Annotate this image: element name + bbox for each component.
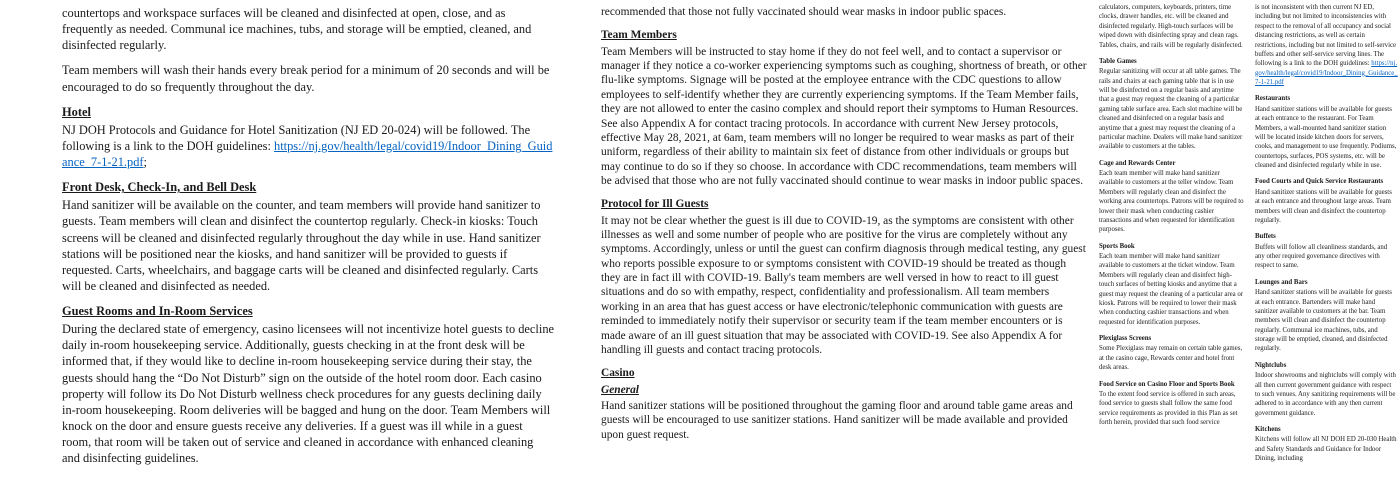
- ill-guests-paragraph: It may not be clear whether the guest is ill due to COVID-19, as the symptoms are consistent with other illnesses as well and some number of people who are positive for the virus are completely without any symptoms. Accordingly, unless or until the guest can confirm diagnosis through medical testing, any guest who reports possible exposure to or symptoms consistent with COVID-19 should be treated as though they are in fact ill with COVID-19. Bally's team members are well versed in how to react to ill guest situations and do so with empathy, respect, confidentiality and professionalism. All team members working in an area that has guest access or have electronic/telephonic communication with guests are reminded to immediately notify their supervisor or security team if the team member encounters or is made aware of an ill guest situation that may be associated with COVID-19. See also Appendix A for handling ill guests and contact tracing protocols.: [601, 214, 1086, 356]
- fine1-continuation-paragraph: calculators, computers, keyboards, printers, time clocks, drawer handles, etc. will be cleaned and disinfected regularly. High-touch surfaces will be wiped down with disinfecting spray and clean rags. Tables, chairs, and rails will be regularly disinfected.: [1099, 4, 1243, 49]
- lounges-bars-paragraph: Hand sanitizer stations will be available for guests at each entrance. Bartenders will make hand sanitizer available to customers at the bar. Team members will clean and disinfect the countertop regularly. Communal ice machines, tubs, and storage will be emptied, cleaned, and disinfected regularly.: [1255, 289, 1392, 353]
- buffets-paragraph: Buffets will follow all cleanliness standards, and any other required governance directives with respect to same.: [1255, 243, 1388, 270]
- guest-rooms-heading: Guest Rooms and In-Room Services: [62, 304, 253, 318]
- food-courts-paragraph: Hand sanitizer stations will be available for guests at each entrance and throughout large areas. Team members will clean and disinfect the countertop regularly.: [1255, 188, 1392, 224]
- indoor-dining-guidance-link[interactable]: https://nj.gov/health/legal/covid19/Indoor_Dining_Guidance_7-1-21.pdf: [1255, 60, 1398, 86]
- handwashing-paragraph: Team members will wash their hands every break period for a minimum of 20 seconds and will be encouraged to do so frequently throughout the day.: [62, 63, 550, 94]
- guest-rooms-paragraph: During the declared state of emergency, casino licensees will not incentivize hotel guests to decline daily in-room housekeeping service. Additionally, guests checking in at the front desk will be informed that, if they would like to decline in-room housekeeping service during their stay, the guests should hang the “Do Not Disturb” sign on the outside of the hotel room door. Each casino property will follow its Do Not Disturb wellness check procedures for any guests declining daily in-room housekeeping. Room deliveries will be bagged and hung on the door. Team Members will knock on the door and ensure guests receive any deliveries. If a guest was ill while in a guest room, that room will be taken out of service and cleaned in accordance with enhanced cleaning and disinfecting guidelines.: [62, 322, 555, 466]
- team-members-paragraph: Team Members will be instructed to stay home if they do not feel well, and to contact a supervisor or manager if they notice a co-worker experiencing symptoms such as coughing, shortness of breath, or other flu-like symptoms. Signage will be posted at the employee entrance with the CDC questions to allow employees to self-identify whether they are currently experiencing symptoms. If the Team Member fails, they are not allowed to enter the casino complex and should report their symptoms to Human Resources. See also Appendix A for contact tracing protocols. In accordance with current New Jersey protocols, effective May 28, 2021, at 6am, team members will no longer be required to wear masks as part of their uniform, regardless of their ability to maintain six feet of distance from other individuals or groups but may continue to do so if they so choose. In accordance with CDC recommendations, team members will be advised that those who are not fully vaccinated should continue to wear masks in indoor public spaces.: [601, 45, 1087, 187]
- cage-rewards-paragraph: Each team member will make hand sanitizer available to customers at the teller window. Team Members will regularly clean and disinfect the working area countertops. Patrons will be required to lower their mask when conducting cashier transactions and when requested for identification purposes.: [1099, 170, 1244, 234]
- casino-general-paragraph: Hand sanitizer stations will be positioned throughout the gaming floor and around table game areas and guests will be encouraged to use sanitizer stations. Hand sanitizer will be made available and provided upon guest request.: [601, 399, 1073, 441]
- food-service-heading: Food Service on Casino Floor and Sports Book: [1099, 380, 1235, 388]
- team-members-heading: Team Members: [601, 29, 677, 42]
- hotel-doh-guidelines-link[interactable]: https://nj.gov/health/legal/covid19/Indoor_Dining_Guidance_7-1-21.pdf: [62, 138, 553, 169]
- kitchens-paragraph: Kitchens will follow all NJ DOH ED 20-030 Health and Safety Standards and Guidance for Indoor Dining, including: [1255, 436, 1397, 463]
- middle-column: [601, 0, 1087, 451]
- buffets-heading: Buffets: [1255, 233, 1276, 241]
- restaurants-heading: Restaurants: [1255, 95, 1291, 103]
- food-service-paragraph: To the extent food service is offered in such areas, food service to guests shall follow the same food service requirements as provided in this Plan as set forth herein, provided that such food service: [1099, 390, 1238, 426]
- ill-guests-heading: Protocol for Ill Guests: [601, 198, 709, 211]
- plexiglass-heading: Plexiglass Screens: [1099, 335, 1152, 342]
- plexiglass-paragraph: Some Plexiglass may remain on certain table games, at the casino cage, Rewards center and hotel front desk areas.: [1099, 345, 1243, 372]
- fine-print-column-2: [1255, 0, 1398, 471]
- kitchens-heading: Kitchens: [1255, 426, 1281, 433]
- food-courts-heading: Food Courts and Quick Service Restaurants: [1255, 178, 1384, 186]
- fine-print-column-1: [1099, 0, 1244, 434]
- front-desk-heading: Front Desk, Check-In, and Bell Desk: [62, 180, 257, 195]
- casino-general-subheading: General: [601, 383, 639, 396]
- hotel-heading: Hotel: [62, 104, 91, 119]
- restaurants-paragraph: Hand sanitizer stations will be available for guests at each entrance to the restaurant. For Team Members, a wall-mounted hand sanitizer station will be located inside kitchen doors for servers, cooks, and management to use frequently. Podiums, countertops, surfaces, POS systems, etc. will be cleaned and disinfected regularly while in use.: [1255, 105, 1397, 169]
- continuation-paragraph: countertops and workspace surfaces will be cleaned and disinfected at open, close, and as frequently as needed. Communal ice machines, tubs, and storage will be emptied, cleaned, and disinfected regularly.: [62, 6, 532, 53]
- cage-rewards-heading: Cage and Rewards Center: [1099, 159, 1176, 167]
- table-games-heading: Table Games: [1099, 57, 1137, 65]
- nightclubs-paragraph: Indoor showrooms and nightclubs will comply with all then current government guidance with respect to such venues. Any sanitizing requirements will be adhered to in accordance with any then current government guidance.: [1255, 372, 1396, 417]
- hotel-body-text: NJ DOH Protocols and Guidance for Hotel Sanitization (NJ ED 20-024) will be followed. The following is a link to the DOH guidelines:: [62, 122, 531, 153]
- left-column: [62, 0, 554, 475]
- lounges-bars-heading: Lounges and Bars: [1255, 278, 1308, 286]
- sports-book-heading: Sports Book: [1099, 242, 1135, 250]
- front-desk-paragraph: Hand sanitizer will be available on the counter, and team members will provide hand sanitizer to guests. Team members will clean and disinfect the countertop regularly. Check-in kiosks: Touch screens will be cleaned and disinfected regularly throughout the day while in use. Hand sanitizer stations will be positioned near the kiosks, and hand sanitizer will be provided to guests if requested. Carts, wheelchairs, and baggage carts will be cleaned and disinfected regularly. Carts will be cleaned and disinfected as needed.: [62, 198, 541, 293]
- fine2-continuation-paragraph: [1255, 3, 1398, 87]
- nightclubs-heading: Nightclubs: [1255, 361, 1287, 369]
- food-service-continuation-text: is not inconsistent with then current NJ ED, including but not limited to inconsistencies with respect to the removal of all occupancy and social distancing restrictions, as well as certain restrictions, including but not limited to self-service buffets and other self-service serving lines. The following is a link to the DOH guidelines:: [1255, 4, 1397, 68]
- hotel-link-suffix: ;: [143, 155, 147, 169]
- casino-heading: Casino: [601, 367, 635, 380]
- sports-book-paragraph: Each team member will make hand sanitizer available to customers at the ticket window. Team Members will regularly clean and disinfect high-touch surfaces of betting kiosks and anytime that a guest may request the cleaning of a particular area or kiosk. Patrons will be required to lower their mask when conducting cashier transactions and when requested for identification purposes.: [1099, 253, 1243, 326]
- middle-continuation-paragraph: recommended that those not fully vaccinated should wear masks in indoor public spaces.: [601, 6, 1007, 18]
- hotel-paragraph: [62, 122, 554, 170]
- table-games-paragraph: Regular sanitizing will occur at all table games. The rails and chairs at each gaming table that is in use will be disinfected on a regular basis and anytime that a guest may request the cleaning of a particular gaming table surface area. Each slot machine will be cleaned and disinfected on a regular basis and anytime that a guest may request the cleaning of a particular machine. Dealers will make hand sanitizer available to customers at the tables.: [1099, 68, 1243, 151]
